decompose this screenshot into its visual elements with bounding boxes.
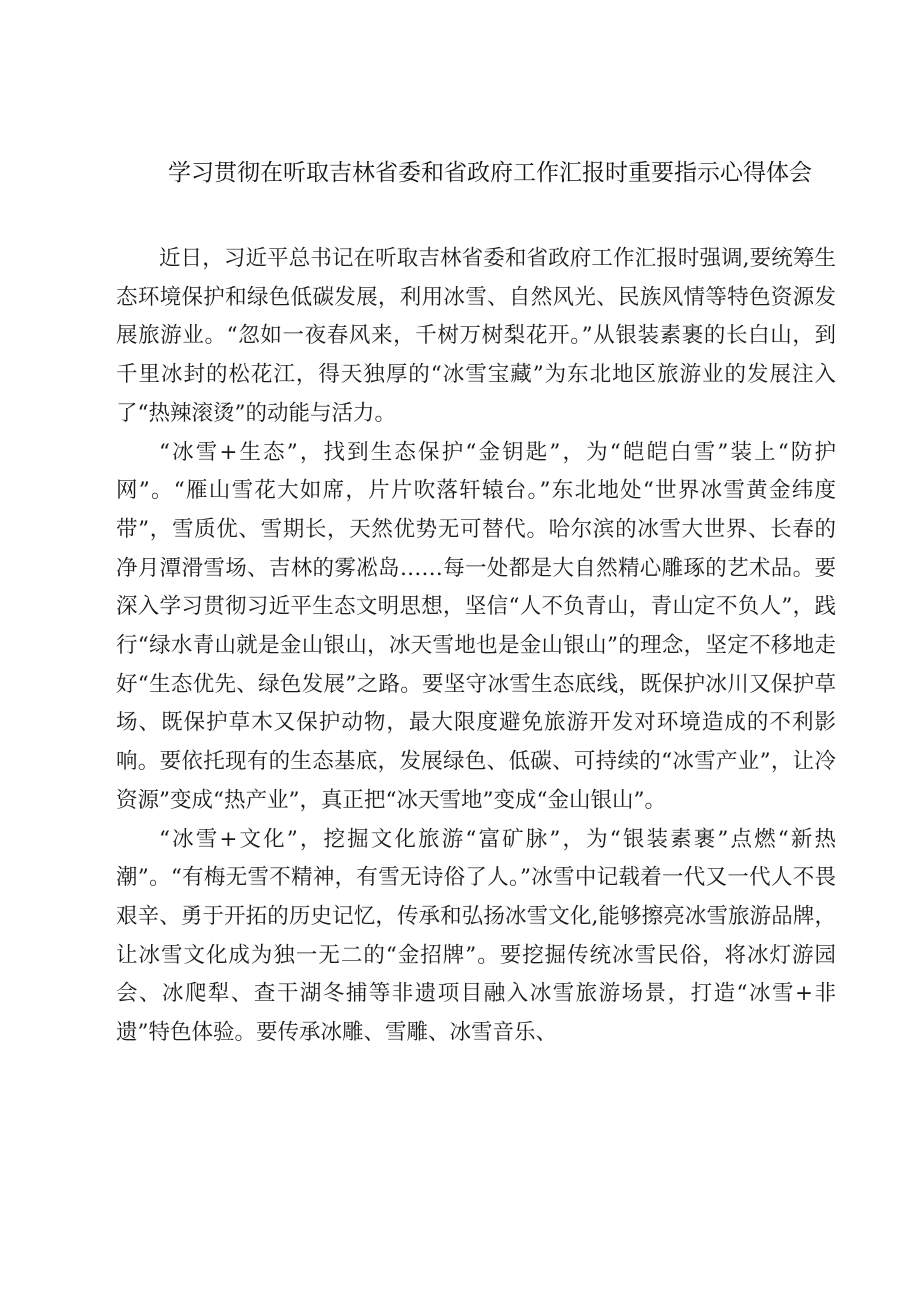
document-body <box>116 240 836 1053</box>
document-title: 学习贯彻在听取吉林省委和省政府工作汇报时重要指示心得体会 <box>168 160 812 186</box>
paragraph-1: 近日，习近平总书记在听取吉林省委和省政府工作汇报时强调,要统筹生态环境保护和绿色低碳发展，利用冰雪、自然风光、民族风情等特色资源发展旅游业。“忽如一夜春风来，千树万树梨花开。”从银装素裹的长白山，到千里冰封的松花江，得天独厚的“冰雪宝藏”为东北地区旅游业的发展注入了“热辣滚烫”的动能与活力。 <box>116 246 836 426</box>
paragraph-3: “冰雪+文化”，挖掘文化旅游“富矿脉”，为“银装素裹”点燃“新热潮”。“有梅无雪不精神，有雪无诗俗了人。”冰雪中记载着一代又一代人不畏艰辛、勇于开拓的历史记忆，传承和弘扬冰雪文化,能够擦亮冰雪旅游品牌，让冰雪文化成为独一无二的“金招牌”。要挖掘传统冰雪民俗，将冰灯游园会、冰爬犁、查干湖冬捕等非遗项目融入冰雪旅游场景，打造“冰雪+非遗”特色体验。要传承冰雕、雪雕、冰雪音乐、 <box>116 826 836 1046</box>
paragraph-2: “冰雪+生态”，找到生态保护“金钥匙”，为“皑皑白雪”装上“防护网”。“雁山雪花大如席，片片吹落轩辕台。”东北地处“世界冰雪黄金纬度带”，雪质优、雪期长，天然优势无可替代。哈尔滨的冰雪大世界、长春的净月潭滑雪场、吉林的雾凇岛……每一处都是大自然精心雕琢的艺术品。要深入学习贯彻习近平生态文明思想，坚信“人不负青山，青山定不负人”，践行“绿水青山就是金山银山，冰天雪地也是金山银山”的理念，坚定不移地走好“生态优先、绿色发展”之路。要坚守冰雪生态底线，既保护冰川又保护草场、既保护草木又保护动物，最大限度避免旅游开发对环境造成的不利影响。要依托现有的生态基底，发展绿色、低碳、可持续的“冰雪产业”，让冷资源”变成“热产业”，真正把“冰天雪地”变成“金山银山”。 <box>116 439 836 813</box>
